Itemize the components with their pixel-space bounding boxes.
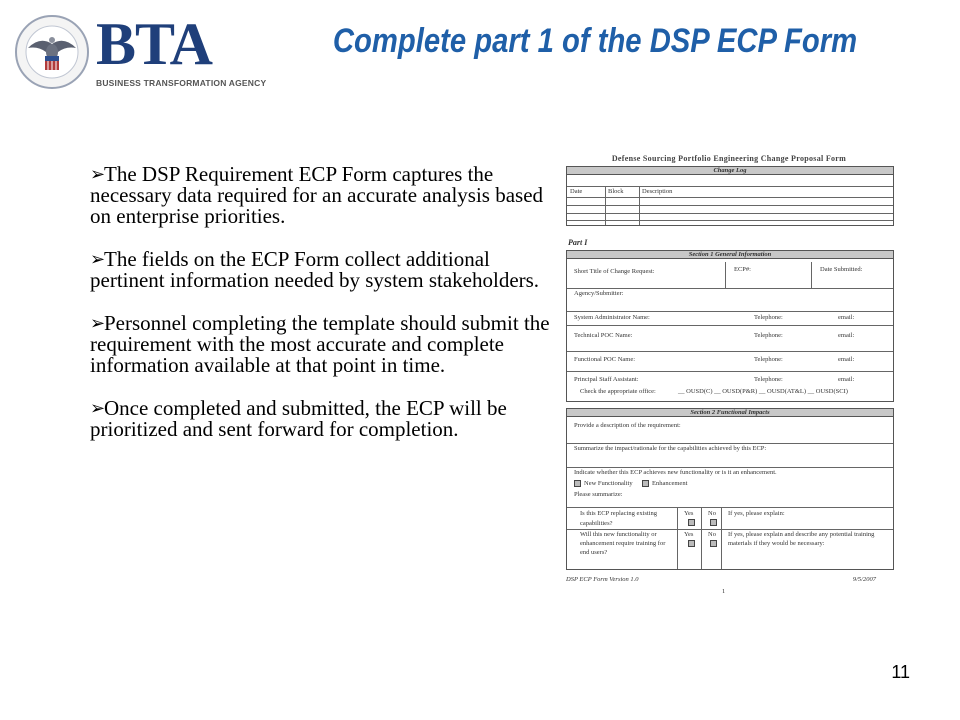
functionality-label: Indicate whether this ECP achieves new functionality or is it an enhancement. xyxy=(574,469,777,476)
telephone-label: Telephone: xyxy=(754,356,783,363)
func-poc-label: Functional POC Name: xyxy=(574,356,636,363)
bullet-item xyxy=(90,313,550,376)
form-version: DSP ECP Form Version 1.0 xyxy=(566,576,639,583)
col-block: Block xyxy=(608,188,624,195)
date-submitted-label: Date Submitted: xyxy=(820,266,863,273)
short-title-label: Short Title of Change Request: xyxy=(574,268,655,275)
arrow-bullet-icon: ➢ xyxy=(90,249,106,270)
check-office-label: Check the appropriate office: xyxy=(580,388,656,395)
arrow-bullet-icon: ➢ xyxy=(90,398,106,419)
bullet-item xyxy=(90,398,550,440)
section2-header: Section 2 Functional Impacts xyxy=(567,409,893,417)
ecp-form-image xyxy=(562,152,896,602)
agency-seal-icon xyxy=(14,14,90,90)
explain-training-1: If yes, please explain and describe any potential training xyxy=(728,531,875,538)
part-label: Part I xyxy=(568,238,588,247)
section1-box xyxy=(566,250,894,402)
new-functionality-option: New Functionality xyxy=(571,479,636,488)
arrow-bullet-icon: ➢ xyxy=(90,313,106,334)
change-log-table xyxy=(566,166,894,226)
bullet-text: Once completed and submitted, the ECP will be prioritized and sent forward for completion. xyxy=(90,396,507,441)
yes-checkbox xyxy=(685,539,701,548)
email-label: email: xyxy=(838,356,855,363)
checkbox-icon xyxy=(642,480,649,487)
ecp-number-label: ECP#: xyxy=(734,266,751,273)
principal-label: Principal Staff Assistant: xyxy=(574,376,639,383)
bullet-list xyxy=(90,164,550,462)
replacing-label-1: Is this ECP replacing existing xyxy=(580,510,658,517)
office-options: __ OUSD(C) __ OUSD(P&R) __ OUSD(AT&L) __ OUSD(SCI) xyxy=(678,388,848,395)
form-date: 9/5/2007 xyxy=(852,576,876,583)
email-label: email: xyxy=(838,314,855,321)
bullet-text: The fields on the ECP Form collect additional pertinent information needed by system stakeholders. xyxy=(90,247,540,292)
replacing-label-2: capabilities? xyxy=(580,520,613,527)
bullet-text: Personnel completing the template should submit the requirement with the most accurate and complete information available at that point in time. xyxy=(90,311,550,377)
section2-box xyxy=(566,408,894,570)
change-log-header: Change Log xyxy=(567,167,893,175)
slide-title: Complete part 1 of the DSP ECP Form xyxy=(332,22,858,60)
checkbox-icon xyxy=(574,480,581,487)
sys-admin-label: System Administrator Name: xyxy=(574,314,650,321)
section1-header: Section 1 General Information xyxy=(567,251,893,259)
arrow-bullet-icon: ➢ xyxy=(90,164,106,185)
explain-label: If yes, please explain: xyxy=(728,510,785,517)
email-label: email: xyxy=(838,376,855,383)
checkbox-icon xyxy=(688,540,695,547)
requirement-desc-label: Provide a description of the requirement: xyxy=(574,422,681,429)
checkbox-icon xyxy=(688,519,695,526)
logo-wordmark: BTA xyxy=(96,11,212,77)
telephone-label: Telephone: xyxy=(754,376,783,383)
tech-poc-label: Technical POC Name: xyxy=(574,332,633,339)
form-title: Defense Sourcing Portfolio Engineering Change Proposal Form xyxy=(611,154,847,163)
email-label: email: xyxy=(838,332,855,339)
summarize-label: Please summarize: xyxy=(574,491,623,498)
checkbox-icon xyxy=(710,540,717,547)
bullet-item xyxy=(90,249,550,291)
training-label-2: enhancement require training for xyxy=(580,540,666,547)
training-label-1: Will this new functionality or xyxy=(580,531,657,538)
impact-label: Summarize the impact/rationale for the capabilities achieved by this ECP: xyxy=(574,445,767,452)
checkbox-icon xyxy=(710,519,717,526)
training-label-3: end users? xyxy=(580,549,608,556)
bullet-text: The DSP Requirement ECP Form captures the necessary data required for an accurate analysis based on enterprise priorities. xyxy=(90,162,544,228)
slide-page-number: 11 xyxy=(891,662,910,682)
form-page-number: 1 xyxy=(722,588,726,595)
col-date: Date xyxy=(570,188,583,195)
agency-label: Agency/Submitter: xyxy=(574,290,624,297)
col-description: Description xyxy=(642,188,673,195)
yes-label: Yes xyxy=(684,510,694,517)
explain-training-2: materials if they would be necessary: xyxy=(728,540,825,547)
no-label: No xyxy=(708,531,716,538)
logo-subtitle: BUSINESS TRANSFORMATION AGENCY xyxy=(96,78,267,88)
telephone-label: Telephone: xyxy=(754,314,783,321)
bta-logo xyxy=(10,8,267,96)
bullet-item xyxy=(90,164,550,227)
yes-label: Yes xyxy=(684,531,694,538)
no-label: No xyxy=(708,510,716,517)
yes-checkbox xyxy=(685,518,701,527)
enhancement-option: Enhancement xyxy=(639,479,690,488)
telephone-label: Telephone: xyxy=(754,332,783,339)
